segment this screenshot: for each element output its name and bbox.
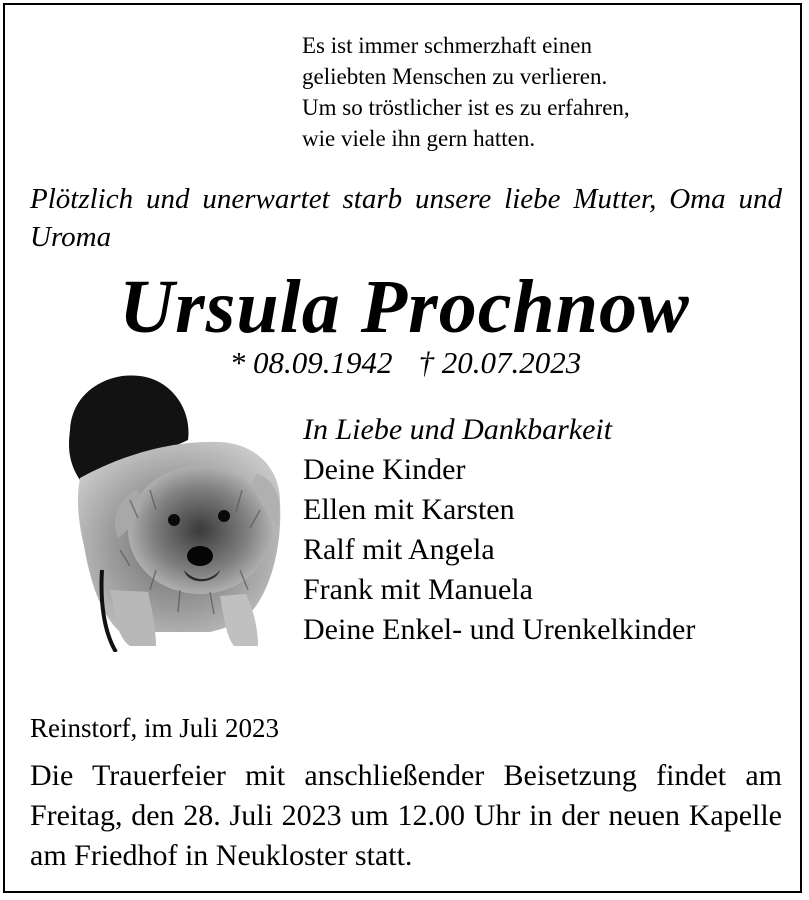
- motto-line: Es ist immer schmerzhaft einen: [302, 33, 592, 58]
- mourners-lead: In Liebe und Dankbarkeit: [303, 413, 613, 446]
- motto-line: wie viele ihn gern hatten.: [302, 126, 536, 151]
- funeral-notice: Die Trauerfeier mit anschließender Beisetzung findet am Freitag, den 28. Juli 2023 um 12.00 Uhr in der neuen Kapelle am Friedhof in Neukloster statt.: [30, 759, 782, 872]
- mourner-line: Deine Kinder: [303, 453, 466, 486]
- mourner-line: Deine Enkel- und Urenkelkinder: [303, 613, 696, 646]
- deceased-name: Ursula Prochnow: [119, 265, 690, 349]
- death-date: † 20.07.2023: [418, 345, 582, 380]
- mourner-line: Ellen mit Karsten: [303, 493, 515, 526]
- mourners-list: [303, 410, 695, 650]
- birth-date: * 08.09.1942: [229, 345, 393, 380]
- motto-verse: [302, 30, 762, 154]
- place-date: Reinstorf, im Juli 2023: [30, 713, 279, 743]
- mourner-line: Ralf mit Angela: [303, 533, 495, 566]
- dog-photo: [60, 370, 286, 652]
- intro-text: Plötzlich und unerwartet starb unsere liebe Mutter, Oma und Uroma: [30, 183, 782, 253]
- motto-line: geliebten Menschen zu verlieren.: [302, 64, 608, 89]
- motto-line: Um so tröstlicher ist es zu erfahren,: [302, 95, 630, 120]
- mourner-line: Frank mit Manuela: [303, 573, 533, 606]
